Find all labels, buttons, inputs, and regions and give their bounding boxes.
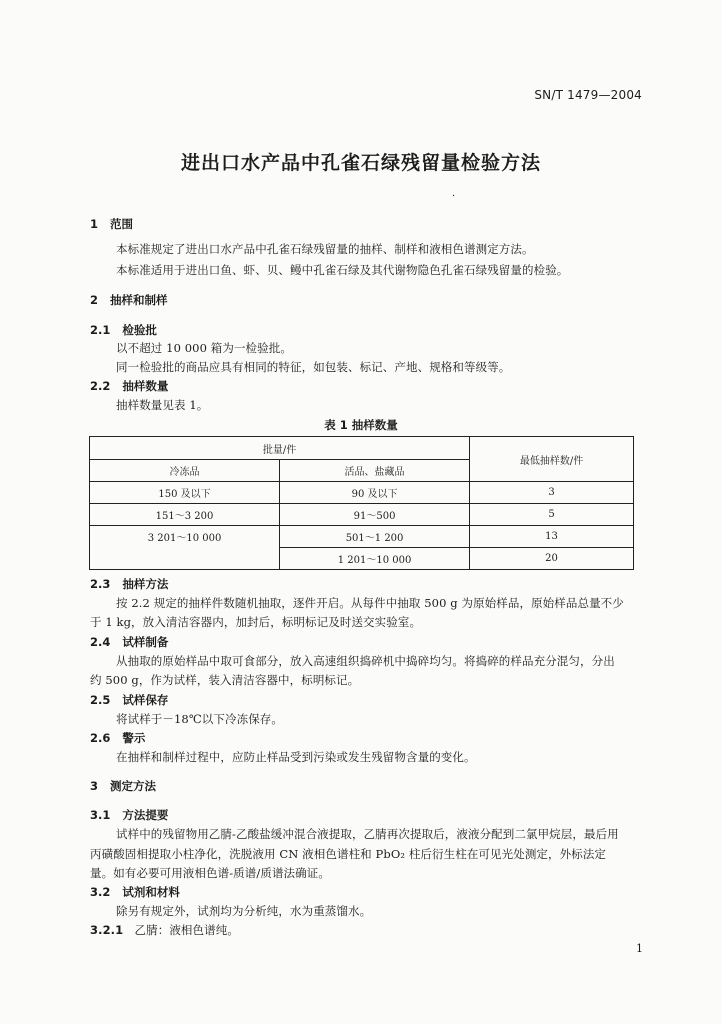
subsection-2-5-heading <box>90 692 168 708</box>
section-number: 1 <box>90 217 99 231</box>
subsection-3-1-heading <box>90 807 168 823</box>
paragraph: 以不超过 10 000 箱为一检验批。 <box>116 341 292 355</box>
table-row <box>90 504 634 526</box>
paragraph-line: 约 500 g，作为试样，装入清洁容器中，标明标记。 <box>90 673 360 687</box>
table-cell: 20 <box>470 548 634 570</box>
table-row <box>90 526 634 548</box>
section-title: 抽样和制样 <box>110 293 168 307</box>
subsection-number: 2.5 <box>90 693 111 707</box>
table-header-frozen: 冷冻品 <box>90 460 280 482</box>
table-row <box>90 548 634 570</box>
section-1-heading <box>90 216 133 232</box>
paragraph-line: 试样中的残留物用乙腈-乙酸盐缓冲混合液提取，乙腈再次提取后，液液分配到二氯甲烷层，最后用 <box>116 827 619 841</box>
table-cell: 91～500 <box>280 504 470 526</box>
subsection-number: 3.1 <box>90 808 111 822</box>
table-cell: 3 201～10 000 <box>90 526 280 548</box>
clause-text: 乙腈：液相色谱纯。 <box>134 923 239 937</box>
title-mark: · <box>452 191 456 202</box>
paragraph: 在抽样和制样过程中，应防止样品受到污染或发生残留物含量的变化。 <box>116 750 476 764</box>
subsection-2-3-heading <box>90 576 168 592</box>
table-cell: 151～3 200 <box>90 504 280 526</box>
table-header-min-samples: 最低抽样数/件 <box>470 437 634 482</box>
subsection-number: 2.3 <box>90 577 111 591</box>
paragraph: 同一检验批的商品应具有相同的特征，如包装、标记、产地、规格和等级等。 <box>116 360 511 374</box>
page-number: 1 <box>636 942 643 955</box>
subsection-number: 2.4 <box>90 635 111 649</box>
subsection-title: 警示 <box>122 731 146 745</box>
table-group-header: 批量/件 <box>90 437 470 460</box>
subsection-title: 抽样方法 <box>122 577 169 591</box>
subsection-title: 抽样数量 <box>122 379 169 393</box>
table-cell: 5 <box>470 504 634 526</box>
subsection-title: 试样保存 <box>122 693 169 707</box>
table-cell: 90 及以下 <box>280 482 470 504</box>
table-cell: 13 <box>470 526 634 548</box>
table-header-live: 活品、盐藏品 <box>280 460 470 482</box>
subsection-number: 2.2 <box>90 379 111 393</box>
paragraph-line: 量。如有必要可用液相色谱-质谱/质谱法确证。 <box>90 866 330 880</box>
paragraph: 将试样于－18℃以下冷冻保存。 <box>116 712 283 726</box>
subsection-2-1-heading <box>90 322 157 338</box>
section-number: 3 <box>90 779 99 793</box>
subsection-number: 2.1 <box>90 323 111 337</box>
table-cell: 1 201～10 000 <box>280 548 470 570</box>
table-caption: 表 1 抽样数量 <box>324 418 398 432</box>
subsection-2-6-heading <box>90 730 145 746</box>
section-title: 范围 <box>110 217 134 231</box>
table-cell: 150 及以下 <box>90 482 280 504</box>
subsection-2-2-heading <box>90 378 168 394</box>
subsection-title: 试剂和材料 <box>122 885 180 899</box>
subsection-title: 检验批 <box>122 323 157 337</box>
subsection-title: 试样制备 <box>122 635 169 649</box>
paragraph-line: 从抽取的原始样品中取可食部分，放入高速组织捣碎机中捣碎均匀。将捣碎的样品充分混匀，分出 <box>116 654 615 668</box>
table-cell: 3 <box>470 482 634 504</box>
table-row <box>90 482 634 504</box>
subsection-2-4-heading <box>90 634 168 650</box>
paragraph: 抽样数量见表 1。 <box>116 398 209 412</box>
subsection-number: 3.2 <box>90 885 111 899</box>
paragraph-line: 丙磺酸固相提取小柱净化，洗脱液用 CN 液相色谱柱和 PbO₂ 柱后衍生柱在可见光处测定，外标法定 <box>90 847 607 861</box>
paragraph: 本标准规定了进出口水产品中孔雀石绿残留量的抽样、制样和液相色谱测定方法。 <box>116 242 534 256</box>
section-number: 2 <box>90 293 99 307</box>
paragraph: 除另有规定外，试剂均为分析纯，水为重蒸馏水。 <box>116 904 372 918</box>
paragraph: 本标准适用于进出口鱼、虾、贝、鳗中孔雀石绿及其代谢物隐色孔雀石绿残留量的检验。 <box>116 263 569 277</box>
subsection-number: 2.6 <box>90 731 111 745</box>
subsection-3-2-heading <box>90 884 180 900</box>
standard-code: SN/T 1479—2004 <box>534 88 642 102</box>
section-3-heading <box>90 778 156 794</box>
sampling-table <box>89 436 634 570</box>
table-cell <box>90 548 280 570</box>
section-title: 测定方法 <box>110 779 157 793</box>
page-title: 进出口水产品中孔雀石绿残留量检验方法 <box>180 152 541 174</box>
section-2-heading <box>90 292 168 308</box>
clause-3-2-1 <box>90 922 239 938</box>
paragraph-line: 于 1 kg，放入清洁容器内，加封后，标明标记及时送交实验室。 <box>90 615 422 629</box>
table-cell: 501～1 200 <box>280 526 470 548</box>
paragraph-line: 按 2.2 规定的抽样件数随机抽取，逐件开启。从每件中抽取 500 g 为原始样品，原始样品总量不少 <box>116 596 624 610</box>
clause-number: 3.2.1 <box>90 923 124 937</box>
subsection-title: 方法提要 <box>122 808 169 822</box>
